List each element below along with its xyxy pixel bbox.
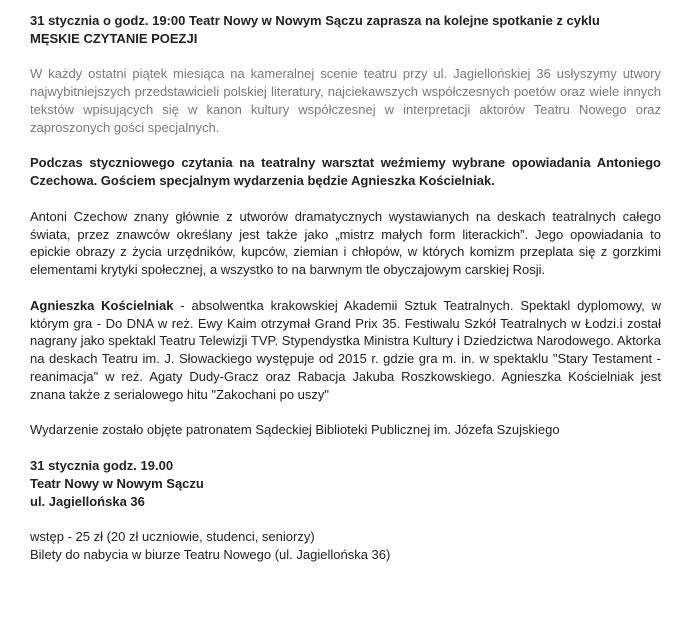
document-page xyxy=(30,12,661,564)
spacer xyxy=(30,48,661,66)
bio-paragraph xyxy=(30,297,661,404)
spacer xyxy=(30,137,661,155)
announcement-paragraph: Podczas styczniowego czytania na teatralny warsztat weźmiemy wybrane opowiadania Antoniego Czechowa. Gościem specjalnym wydarzenia będzie Agnieszka Kościelniak. xyxy=(30,155,661,189)
ticket-price: wstęp - 25 zł (20 zł uczniowie, studenci, seniorzy) xyxy=(30,529,315,545)
spacer xyxy=(30,510,661,528)
event-date: 31 stycznia godz. 19.00 xyxy=(30,457,174,473)
header-line-1: 31 stycznia o godz. 19:00 Teatr Nowy w Nowym Sączu zaprasza na kolejne spotkanie z cyklu xyxy=(30,13,600,28)
intro-paragraph: W każdy ostatni piątek miesiąca na kameralnej scenie teatru przy ul. Jagiellońskiej 36 usłyszymy utwory najwybitniejszych przedstawicieli polskiej literatury, najciekawszych współczesnych poetów oraz wiele innych tekstów wpisujących się w kanon kultury współczesnej w interpretacji aktorów Teatru Nowego oraz zaproszonych gości specjalnych. xyxy=(30,66,661,135)
event-venue: Teatr Nowy w Nowym Sączu xyxy=(30,475,204,491)
spacer xyxy=(30,190,661,208)
bio-name: Agnieszka Kościelniak xyxy=(30,297,174,313)
spacer xyxy=(30,279,661,297)
ticket-sale: Bilety do nabycia w biurze Teatru Nowego (ul. Jagiellońska 36) xyxy=(30,546,391,562)
spacer xyxy=(30,404,661,422)
patronage-paragraph: Wydarzenie zostało objęte patronatem Sądeckiej Biblioteki Publicznej im. Józefa Szujskiego xyxy=(30,422,560,438)
header-line-2: MĘSKIE CZYTANIE POEZJI xyxy=(30,30,198,46)
bio-text: - absolwentka krakowskiej Akademii Sztuk Teatralnych. Spektakl dyplomowy, w którym gra - Do DNA w reż. Ewy Kaim otrzymał Grand Prix 35. Festiwalu Szkół Teatralnych w Łodzi.i został nagrany jako spektakl Teatru Telewizji TVP. Stypendystka Ministra Kultury i Dziedzictwa Narodowego. Aktorka na deskach Teatru im. J. Słowackiego występuje od 2015 r. gdzie gra m. in. w spektaklu "Stary Testament - reanimacja" w reż. Agaty Dudy-Gracz oraz Rabacja Jakuba Roszkowskiego. Agnieszka Kościelniak jest znana także z serialowego hitu "Zakochani po uszy" xyxy=(30,297,661,402)
czechow-paragraph: Antoni Czechow znany głównie z utworów dramatycznych wystawianych na deskach teatralnych całego świata, przez znawców określany jest także jako „mistrz małych form literackich”. Jego opowiadania to epickie obrazy z życia urzędników, kupców, ziemian i chłopów, w których komizm przeplata się z gorzkimi elementami krytyki społecznej, a wszystko to na barwnym tle obyczajowym carskiej Rosji. xyxy=(30,208,661,278)
event-address: ul. Jagiellońska 36 xyxy=(30,493,145,509)
spacer xyxy=(30,439,661,457)
